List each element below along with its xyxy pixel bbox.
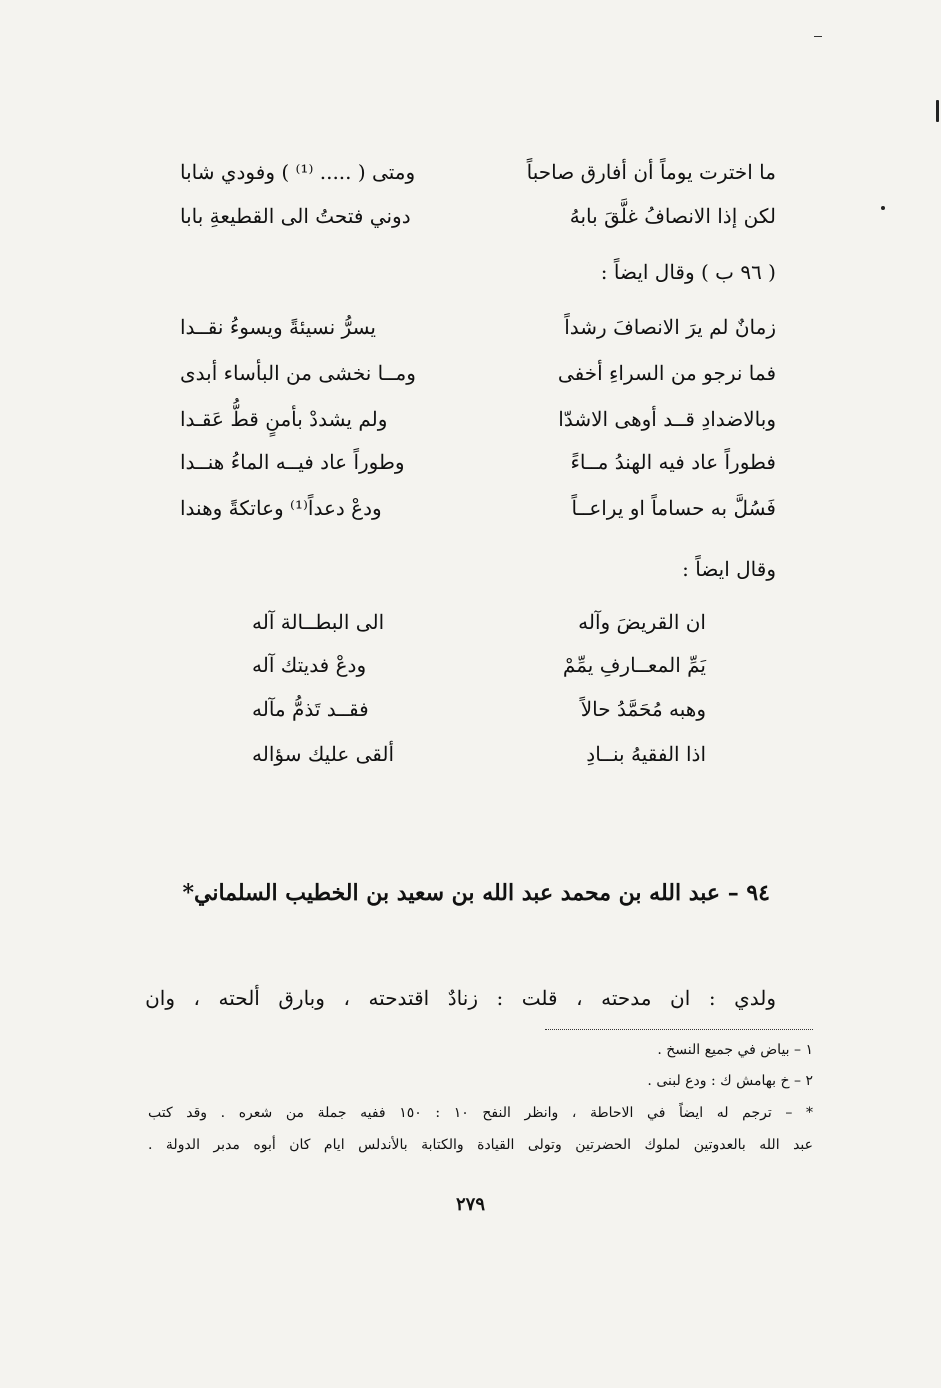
verse-hemistich-right: اذا الفقيهُ بنــادِ bbox=[586, 742, 706, 766]
prose-word: ولدي bbox=[734, 986, 776, 1010]
poem-heading: وقال ايضاً : bbox=[682, 557, 776, 581]
verse-hemistich-right: زمانٌ لم يرَ الانصافَ رشداً bbox=[564, 315, 776, 339]
footnote: * – ترجم له ايضاً في الاحاطة ، وانظر النفح ١٠ : ١٥٠ ففيه جملة من شعره . وقد كتب bbox=[148, 1105, 813, 1121]
verse-hemistich-left: فقــد تَذمُّ مآله bbox=[252, 697, 369, 721]
prose-word: : bbox=[496, 986, 504, 1010]
prose-word: ان bbox=[670, 986, 691, 1010]
verse-hemistich-right: ان القريضَ وآله bbox=[578, 610, 706, 634]
footnote-divider bbox=[545, 1029, 813, 1030]
verse-hemistich-left: ولم يشددْ بأمنٍ قطُّ عَقـدا bbox=[180, 407, 388, 431]
footnote: ١ – بياض في جميع النسخ . bbox=[657, 1042, 813, 1058]
verse-line bbox=[252, 691, 706, 727]
verse-line bbox=[180, 444, 776, 480]
prose-word: وبارق bbox=[278, 986, 325, 1010]
scan-dot bbox=[881, 206, 885, 210]
verse-line bbox=[180, 309, 776, 345]
verse-line bbox=[252, 736, 706, 772]
scan-dot bbox=[936, 100, 939, 122]
verse-hemistich-left: ألقى عليك سؤاله bbox=[252, 742, 395, 766]
prose-word: اقتدحته bbox=[368, 986, 430, 1010]
prose-word: ، bbox=[576, 986, 583, 1010]
verse-hemistich-left: يسرُّ نسيئةً ويسوءُ نقــدا bbox=[180, 315, 376, 339]
prose-word: : bbox=[708, 986, 716, 1010]
verse-line bbox=[180, 401, 776, 437]
scan-mark bbox=[814, 36, 822, 37]
prose-word: قلت bbox=[521, 986, 558, 1010]
verse-line bbox=[252, 604, 706, 640]
verse-line bbox=[180, 490, 776, 526]
verse-line bbox=[180, 154, 776, 190]
verse-hemistich-left: ودعْ فديتك آله bbox=[252, 653, 367, 677]
prose-word: زنادٌ bbox=[447, 986, 478, 1010]
verse-hemistich-right: لكن إذا الانصافُ غلَّقَ بابهُ bbox=[569, 204, 776, 228]
verse-hemistich-right: فطوراً عاد فيه الهندُ مــاءً bbox=[570, 450, 776, 474]
verse-hemistich-right: يَمِّ المعــارفِ يمِّمْ bbox=[562, 653, 706, 677]
verse-hemistich-left: الى البطــالة آله bbox=[252, 610, 385, 634]
verse-line bbox=[180, 355, 776, 391]
verse-hemistich-left: ومــا نخشى من البأساء أبدى bbox=[180, 361, 416, 385]
prose-word: وان bbox=[145, 986, 176, 1010]
page-number: ٢٧٩ bbox=[455, 1194, 485, 1215]
prose-word: ، bbox=[343, 986, 350, 1010]
poem-heading: ( ٩٦ ب ) وقال ايضاً : bbox=[600, 260, 776, 284]
section-title: ٩٤ – عبد الله بن محمد عبد الله بن سعيد بن الخطيب السلماني* bbox=[182, 880, 770, 906]
verse-hemistich-left: وطوراً عاد فيــه الماءُ هنــدا bbox=[180, 450, 405, 474]
prose-word: ألحته bbox=[218, 986, 260, 1010]
verse-hemistich-right: ما اخترت يوماً أن أفارق صاحباً bbox=[526, 160, 776, 184]
verse-hemistich-right: فما نرجو من السراءِ أخفى bbox=[557, 361, 776, 385]
footnote: ٢ – خ بهامش ك : ودع لبنى . bbox=[647, 1073, 813, 1089]
prose-line bbox=[145, 978, 776, 1018]
verse-hemistich-right: وبالاضدادِ قــد أوهى الاشدّا bbox=[558, 407, 776, 431]
verse-hemistich-left: دوني فتحتُ الى القطيعةِ بابا bbox=[180, 204, 411, 228]
verse-hemistich-right: فَسُلَّ به حساماً او يراعــاً bbox=[571, 496, 776, 520]
prose-word: مدحته bbox=[601, 986, 652, 1010]
verse-line bbox=[252, 647, 706, 683]
verse-hemistich-right: وهبه مُحَمَّدُ حالاً bbox=[580, 697, 706, 721]
verse-hemistich-left: ومتى ( ..... ⁽¹⁾ ) وفودي شابا bbox=[180, 160, 416, 184]
prose-word: ، bbox=[193, 986, 201, 1010]
footnote: عبد الله بالعدوتين لملوك الحضرتين وتولى القيادة والكتابة بالأندلس ايام كان أبوه مدبر الدولة . bbox=[148, 1137, 813, 1153]
verse-line bbox=[180, 198, 776, 234]
verse-hemistich-left: ودعْ دعداً⁽¹⁾ وعاتكةً وهندا bbox=[180, 496, 382, 520]
